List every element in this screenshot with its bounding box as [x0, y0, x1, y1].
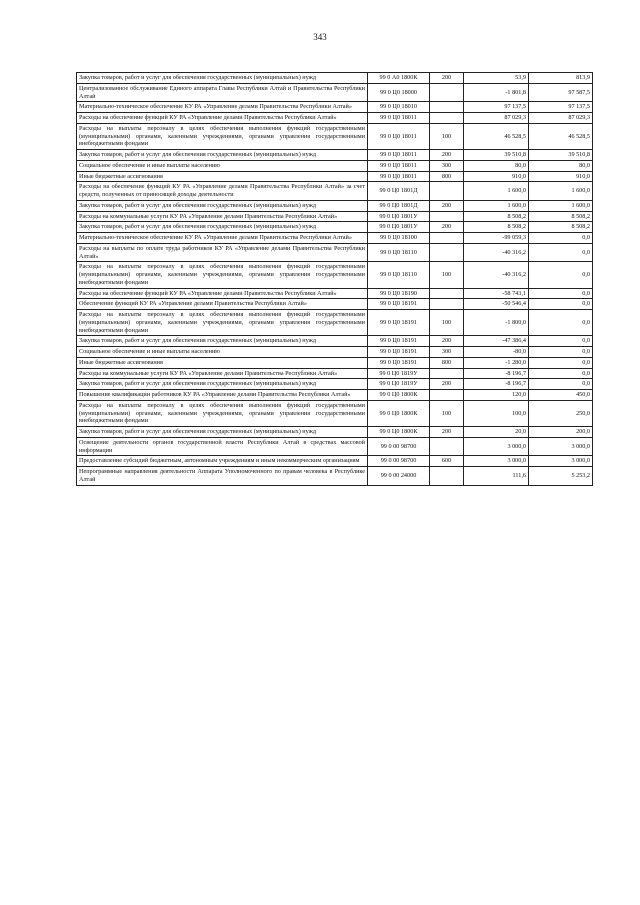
row-name-cell: Расходы на коммунальные услуги КУ РА «Управление делами Правительства Республики Алтай»: [77, 368, 368, 379]
row-amount-change-cell: -58 743,1: [464, 288, 529, 299]
row-expense-type-cell: [430, 467, 464, 486]
table-row: [77, 222, 593, 233]
row-name-cell: Закупка товаров, работ и услуг для обеспечения государственных (муниципальных) нужд: [77, 73, 368, 84]
row-code-cell: 99 0 Ц0 18191: [368, 299, 430, 310]
page-number: 343: [313, 32, 327, 42]
row-expense-type-cell: [430, 233, 464, 244]
row-code-cell: 99 0 Ц0 18011: [368, 123, 430, 149]
table-row: [77, 437, 593, 456]
table-row: [77, 357, 593, 368]
row-amount-total-cell: 0,0: [529, 262, 593, 288]
row-code-cell: 99 0 Ц0 1800К: [368, 400, 430, 426]
row-code-cell: 99 0 Ц0 18191: [368, 347, 430, 358]
row-code-cell: 99 0 Ц0 18190: [368, 288, 430, 299]
row-amount-change-cell: -1 801,8: [464, 83, 529, 102]
row-amount-total-cell: 0,0: [529, 347, 593, 358]
row-amount-change-cell: 87 029,3: [464, 113, 529, 124]
row-amount-total-cell: 813,9: [529, 73, 593, 84]
row-code-cell: 99 0 Ц0 18011: [368, 171, 430, 182]
row-amount-change-cell: -8 196,7: [464, 379, 529, 390]
table-row: [77, 262, 593, 288]
table-row: [77, 123, 593, 149]
row-code-cell: 99 0 Ц0 18010: [368, 102, 430, 113]
row-name-cell: Обеспечение функций КУ РА «Управление делами Правительства Республики Алтай»: [77, 299, 368, 310]
row-code-cell: 99 0 Ц0 18191: [368, 336, 430, 347]
row-amount-total-cell: 3 000,0: [529, 456, 593, 467]
row-name-cell: Расходы на обеспечение функций КУ РА «Управление делами Правительства Республики Алтай»: [77, 113, 368, 124]
row-amount-change-cell: -40 316,2: [464, 262, 529, 288]
row-amount-total-cell: 46 528,5: [529, 123, 593, 149]
row-amount-change-cell: 8 508,2: [464, 222, 529, 233]
row-expense-type-cell: 200: [430, 200, 464, 211]
row-amount-total-cell: 97 587,5: [529, 83, 593, 102]
row-amount-change-cell: 1 600,0: [464, 182, 529, 201]
row-name-cell: Предоставление субсидий бюджетным, автономным учреждениям и иным некоммерческим организациям: [77, 456, 368, 467]
table-row: [77, 368, 593, 379]
row-name-cell: Иные бюджетные ассигнования: [77, 171, 368, 182]
row-name-cell: Расходы на выплаты персоналу в целях обеспечения выполнения функций государственными (муниципальными) органами, казенными учреждениями, органами управления государственными внебюджетными фондами: [77, 262, 368, 288]
row-amount-change-cell: 8 508,2: [464, 211, 529, 222]
row-name-cell: Иные бюджетные ассигнования: [77, 357, 368, 368]
table-row: [77, 113, 593, 124]
row-expense-type-cell: 200: [430, 150, 464, 161]
row-code-cell: 99 0 Ц0 18000: [368, 83, 430, 102]
row-amount-total-cell: 450,0: [529, 390, 593, 401]
row-code-cell: 99 0 Ц0 1801У: [368, 211, 430, 222]
row-name-cell: Расходы на обеспечение функций КУ РА «Управление делами Правительства Республики Алтай»: [77, 288, 368, 299]
row-code-cell: 99 0 Ц0 1800К: [368, 390, 430, 401]
row-code-cell: 99 0 Ц0 18191: [368, 357, 430, 368]
budget-table-body: [77, 73, 593, 486]
table-row: [77, 243, 593, 262]
row-code-cell: 99 0 Ц0 18110: [368, 262, 430, 288]
row-expense-type-cell: [430, 390, 464, 401]
row-amount-change-cell: 3 000,0: [464, 456, 529, 467]
row-code-cell: 99 0 Ц0 18100: [368, 233, 430, 244]
row-amount-change-cell: 111,6: [464, 467, 529, 486]
row-amount-total-cell: 200,0: [529, 427, 593, 438]
row-expense-type-cell: 800: [430, 357, 464, 368]
row-expense-type-cell: [430, 83, 464, 102]
table-row: [77, 400, 593, 426]
row-expense-type-cell: 200: [430, 379, 464, 390]
row-amount-change-cell: -1 280,0: [464, 357, 529, 368]
row-code-cell: 99 0 Ц0 1801Д: [368, 200, 430, 211]
row-name-cell: Централизованное обслуживание Единого аппарата Главы Республики Алтай и Правительства Республики Алтай: [77, 83, 368, 102]
row-amount-change-cell: 100,0: [464, 400, 529, 426]
row-expense-type-cell: 200: [430, 427, 464, 438]
row-expense-type-cell: 100: [430, 123, 464, 149]
row-expense-type-cell: [430, 182, 464, 201]
row-amount-total-cell: 0,0: [529, 379, 593, 390]
row-name-cell: Закупка товаров, работ и услуг для обеспечения государственных (муниципальных) нужд: [77, 427, 368, 438]
row-amount-total-cell: 0,0: [529, 243, 593, 262]
row-amount-change-cell: 53,9: [464, 73, 529, 84]
table-row: [77, 427, 593, 438]
row-code-cell: 99 0 00 98700: [368, 437, 430, 456]
table-row: [77, 288, 593, 299]
table-row: [77, 310, 593, 336]
row-expense-type-cell: 200: [430, 222, 464, 233]
row-amount-total-cell: 0,0: [529, 233, 593, 244]
row-amount-change-cell: 3 000,0: [464, 437, 529, 456]
row-amount-total-cell: 0,0: [529, 357, 593, 368]
table-row: [77, 379, 593, 390]
row-amount-change-cell: 910,0: [464, 171, 529, 182]
row-name-cell: Закупка товаров, работ и услуг для обеспечения государственных (муниципальных) нужд: [77, 379, 368, 390]
row-name-cell: Социальное обеспечение и иные выплаты населению: [77, 347, 368, 358]
table-row: [77, 211, 593, 222]
row-expense-type-cell: 600: [430, 456, 464, 467]
row-code-cell: 99 0 00 24000: [368, 467, 430, 486]
row-code-cell: 99 0 Ц0 1801У: [368, 222, 430, 233]
row-name-cell: Расходы на выплаты персоналу в целях обеспечения выполнения функций государственными (муниципальными) органами, казенными учреждениями, органами управления государственными внебюджетными фондами: [77, 310, 368, 336]
row-expense-type-cell: [430, 113, 464, 124]
table-row: [77, 200, 593, 211]
row-code-cell: 99 0 Ц0 18110: [368, 243, 430, 262]
table-row: [77, 182, 593, 201]
row-amount-total-cell: 910,0: [529, 171, 593, 182]
row-amount-total-cell: 0,0: [529, 368, 593, 379]
row-amount-total-cell: 39 510,8: [529, 150, 593, 161]
table-row: [77, 233, 593, 244]
row-amount-change-cell: -99 059,3: [464, 233, 529, 244]
row-amount-total-cell: 0,0: [529, 336, 593, 347]
row-name-cell: Расходы на выплаты персоналу в целях обеспечения выполнения функций государственными (муниципальными) органами, казенными учреждениями, органами управления государственными внебюджетными фондами: [77, 400, 368, 426]
table-row: [77, 336, 593, 347]
table-row: [77, 102, 593, 113]
table-row: [77, 347, 593, 358]
row-amount-change-cell: 39 510,8: [464, 150, 529, 161]
row-amount-total-cell: 250,0: [529, 400, 593, 426]
row-name-cell: Непрограммные направления деятельности Аппарата Уполномоченного по правам человека в Республике Алтай: [77, 467, 368, 486]
row-code-cell: 99 0 Ц0 1819У: [368, 368, 430, 379]
row-expense-type-cell: 800: [430, 171, 464, 182]
row-amount-change-cell: -40 316,2: [464, 243, 529, 262]
row-amount-total-cell: 87 029,3: [529, 113, 593, 124]
row-code-cell: 99 0 00 98700: [368, 456, 430, 467]
table-row: [77, 299, 593, 310]
row-code-cell: 99 0 Ц0 18011: [368, 150, 430, 161]
row-amount-total-cell: 80,0: [529, 160, 593, 171]
row-expense-type-cell: [430, 299, 464, 310]
row-name-cell: Повышение квалификации работников КУ РА «Управление делами Правительства Республики Алтай»: [77, 390, 368, 401]
row-amount-change-cell: -80,0: [464, 347, 529, 358]
row-expense-type-cell: 300: [430, 160, 464, 171]
row-amount-change-cell: -50 546,4: [464, 299, 529, 310]
budget-table: [76, 72, 593, 486]
table-row: [77, 390, 593, 401]
row-amount-change-cell: -1 800,0: [464, 310, 529, 336]
row-amount-change-cell: -8 196,7: [464, 368, 529, 379]
row-name-cell: Освещение деятельности органов государственной власти Республики Алтай в средствах массовой информации: [77, 437, 368, 456]
row-amount-total-cell: 8 508,2: [529, 211, 593, 222]
table-row: [77, 467, 593, 486]
row-expense-type-cell: [430, 437, 464, 456]
row-expense-type-cell: [430, 102, 464, 113]
row-code-cell: 99 0 Ц0 18011: [368, 113, 430, 124]
row-amount-change-cell: 97 137,5: [464, 102, 529, 113]
row-expense-type-cell: [430, 288, 464, 299]
row-expense-type-cell: 100: [430, 400, 464, 426]
table-row: [77, 456, 593, 467]
row-name-cell: Закупка товаров, работ и услуг для обеспечения государственных (муниципальных) нужд: [77, 336, 368, 347]
row-name-cell: Расходы на коммунальные услуги КУ РА «Управление делами Правительства Республики Алтай»: [77, 211, 368, 222]
row-expense-type-cell: 200: [430, 73, 464, 84]
row-amount-change-cell: 1 600,0: [464, 200, 529, 211]
row-amount-total-cell: 1 600,0: [529, 182, 593, 201]
row-amount-total-cell: 97 137,5: [529, 102, 593, 113]
row-amount-total-cell: 5 253,2: [529, 467, 593, 486]
row-amount-change-cell: 20,0: [464, 427, 529, 438]
row-amount-change-cell: 120,0: [464, 390, 529, 401]
row-name-cell: Материально-техническое обеспечение КУ РА «Управление делами Правительства Республики Алтай»: [77, 102, 368, 113]
row-expense-type-cell: 300: [430, 347, 464, 358]
table-row: [77, 160, 593, 171]
row-code-cell: 99 0 Ц0 18191: [368, 310, 430, 336]
row-amount-change-cell: -47 386,4: [464, 336, 529, 347]
row-expense-type-cell: 100: [430, 262, 464, 288]
row-amount-total-cell: 8 508,2: [529, 222, 593, 233]
row-name-cell: Расходы на выплаты по оплате труда работников КУ РА «Управление делами Правительства Республики Алтай»: [77, 243, 368, 262]
row-expense-type-cell: 200: [430, 336, 464, 347]
row-amount-change-cell: 80,0: [464, 160, 529, 171]
row-name-cell: Закупка товаров, работ и услуг для обеспечения государственных (муниципальных) нужд: [77, 222, 368, 233]
row-code-cell: 99 0 Ц0 18011: [368, 160, 430, 171]
row-code-cell: 99 0 Ц0 1819У: [368, 379, 430, 390]
row-name-cell: Расходы на обеспечение функций КУ РА «Управление делами Правительства Республики Алтай» за счет средств, полученных от приносящей доходы деятельности: [77, 182, 368, 201]
row-amount-total-cell: 0,0: [529, 288, 593, 299]
row-expense-type-cell: [430, 211, 464, 222]
table-row: [77, 73, 593, 84]
row-name-cell: Расходы на выплаты персоналу в целях обеспечения выполнения функций государственными (муниципальными) органами, казенными учреждениями, органами управления государственными внебюджетными фондами: [77, 123, 368, 149]
row-name-cell: Материально-техническое обеспечение КУ РА «Управление делами Правительства Республики Алтай»: [77, 233, 368, 244]
row-name-cell: Закупка товаров, работ и услуг для обеспечения государственных (муниципальных) нужд: [77, 150, 368, 161]
row-amount-change-cell: 46 528,5: [464, 123, 529, 149]
row-amount-total-cell: 0,0: [529, 310, 593, 336]
row-code-cell: 99 0 А0 1800К: [368, 73, 430, 84]
table-row: [77, 150, 593, 161]
row-expense-type-cell: 100: [430, 310, 464, 336]
row-name-cell: Закупка товаров, работ и услуг для обеспечения государственных (муниципальных) нужд: [77, 200, 368, 211]
row-code-cell: 99 0 Ц0 1800К: [368, 427, 430, 438]
row-expense-type-cell: [430, 243, 464, 262]
row-name-cell: Социальное обеспечение и иные выплаты населению: [77, 160, 368, 171]
table-row: [77, 171, 593, 182]
table-row: [77, 83, 593, 102]
row-amount-total-cell: 3 000,0: [529, 437, 593, 456]
row-amount-total-cell: 0,0: [529, 299, 593, 310]
row-amount-total-cell: 1 600,0: [529, 200, 593, 211]
row-expense-type-cell: [430, 368, 464, 379]
row-code-cell: 99 0 Ц0 1801Д: [368, 182, 430, 201]
